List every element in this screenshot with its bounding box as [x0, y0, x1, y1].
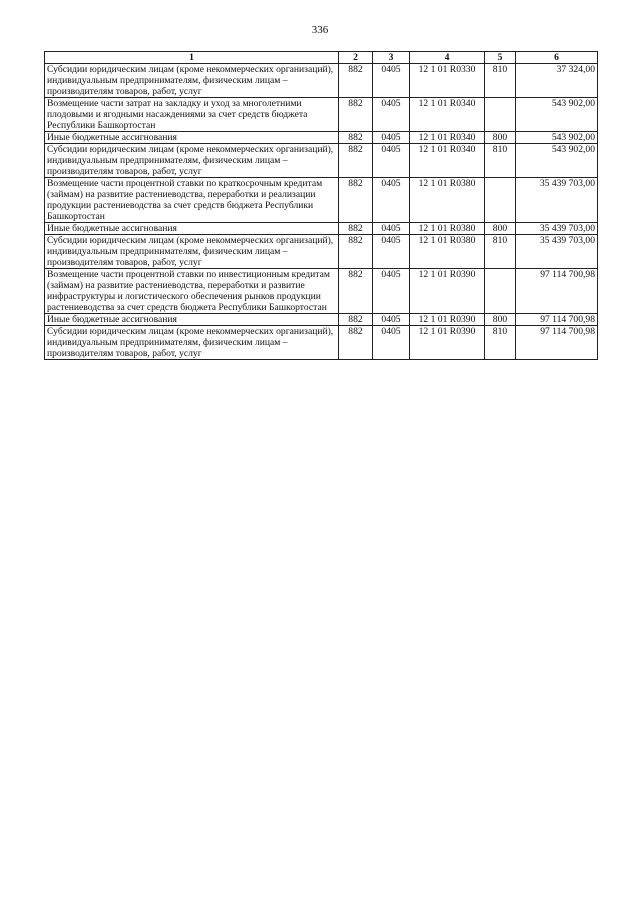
cell-type: 810 [485, 64, 516, 98]
cell-sum: 35 439 703,00 [516, 235, 598, 269]
cell-sum: 543 902,00 [516, 144, 598, 178]
cell-sum: 35 439 703,00 [516, 223, 598, 235]
cell-target: 12 1 01 R0390 [410, 314, 485, 326]
cell-type [485, 269, 516, 314]
table-row [45, 326, 598, 360]
table-row [45, 98, 598, 132]
cell-section: 0405 [373, 64, 410, 98]
cell-type: 800 [485, 314, 516, 326]
header-col-6: 6 [516, 52, 598, 64]
cell-section: 0405 [373, 314, 410, 326]
cell-section: 0405 [373, 223, 410, 235]
cell-admin: 882 [339, 326, 373, 360]
cell-admin: 882 [339, 269, 373, 314]
cell-name: Иные бюджетные ассигнования [45, 314, 339, 326]
cell-section: 0405 [373, 326, 410, 360]
cell-admin: 882 [339, 235, 373, 269]
header-row [45, 52, 598, 64]
header-col-5: 5 [485, 52, 516, 64]
header-col-3: 3 [373, 52, 410, 64]
cell-section: 0405 [373, 98, 410, 132]
cell-name: Субсидии юридическим лицам (кроме некоммерческих организаций), индивидуальным предпринимателям, физическим лицам – производителям товаров, работ, услуг [45, 235, 339, 269]
header-col-2: 2 [339, 52, 373, 64]
cell-name: Субсидии юридическим лицам (кроме некоммерческих организаций), индивидуальным предпринимателям, физическим лицам – производителям товаров, работ, услуг [45, 326, 339, 360]
cell-type: 800 [485, 223, 516, 235]
budget-table [44, 51, 598, 360]
cell-type: 810 [485, 235, 516, 269]
cell-section: 0405 [373, 235, 410, 269]
cell-sum: 37 324,00 [516, 64, 598, 98]
cell-name: Возмещение части процентной ставки по инвестиционным кредитам (займам) на развитие растениеводства, переработки и развитие инфраструктуры и логистического обеспечения рынков продукции растениеводства за счет средств бюджета Республики Башкортостан [45, 269, 339, 314]
cell-name: Возмещение части процентной ставки по краткосрочным кредитам (займам) на развитие растениеводства, переработки и реализации продукции растениеводства за счет средств бюджета Республики Башкортостан [45, 178, 339, 223]
cell-name: Возмещение части затрат на закладку и уход за многолетними плодовыми и ягодными насаждениями за счет средств бюджета Республики Башкортостан [45, 98, 339, 132]
cell-name: Субсидии юридическим лицам (кроме некоммерческих организаций), индивидуальным предпринимателям, физическим лицам – производителям товаров, работ, услуг [45, 64, 339, 98]
cell-target: 12 1 01 R0330 [410, 64, 485, 98]
cell-target: 12 1 01 R0380 [410, 223, 485, 235]
cell-section: 0405 [373, 132, 410, 144]
cell-target: 12 1 01 R0340 [410, 132, 485, 144]
cell-type: 800 [485, 132, 516, 144]
table-body [45, 64, 598, 360]
cell-sum: 35 439 703,00 [516, 178, 598, 223]
table-row [45, 223, 598, 235]
table-row [45, 64, 598, 98]
cell-sum: 543 902,00 [516, 132, 598, 144]
cell-type: 810 [485, 144, 516, 178]
cell-sum: 97 114 700,98 [516, 314, 598, 326]
table-row [45, 144, 598, 178]
cell-admin: 882 [339, 98, 373, 132]
cell-type [485, 178, 516, 223]
cell-section: 0405 [373, 144, 410, 178]
table-row [45, 314, 598, 326]
cell-target: 12 1 01 R0380 [410, 235, 485, 269]
cell-section: 0405 [373, 269, 410, 314]
table-row [45, 178, 598, 223]
cell-target: 12 1 01 R0390 [410, 326, 485, 360]
cell-target: 12 1 01 R0340 [410, 144, 485, 178]
table-row [45, 235, 598, 269]
cell-section: 0405 [373, 178, 410, 223]
cell-admin: 882 [339, 314, 373, 326]
cell-admin: 882 [339, 64, 373, 98]
cell-name: Иные бюджетные ассигнования [45, 223, 339, 235]
cell-admin: 882 [339, 132, 373, 144]
cell-name: Иные бюджетные ассигнования [45, 132, 339, 144]
cell-name: Субсидии юридическим лицам (кроме некоммерческих организаций), индивидуальным предпринимателям, физическим лицам – производителям товаров, работ, услуг [45, 144, 339, 178]
table-row [45, 132, 598, 144]
header-col-4: 4 [410, 52, 485, 64]
cell-target: 12 1 01 R0390 [410, 269, 485, 314]
cell-sum: 543 902,00 [516, 98, 598, 132]
cell-admin: 882 [339, 178, 373, 223]
cell-admin: 882 [339, 223, 373, 235]
cell-admin: 882 [339, 144, 373, 178]
cell-target: 12 1 01 R0380 [410, 178, 485, 223]
cell-sum: 97 114 700,98 [516, 269, 598, 314]
cell-target: 12 1 01 R0340 [410, 98, 485, 132]
table-row [45, 269, 598, 314]
cell-sum: 97 114 700,98 [516, 326, 598, 360]
header-col-1: 1 [45, 52, 339, 64]
cell-type [485, 98, 516, 132]
cell-type: 810 [485, 326, 516, 360]
page-number: 336 [311, 24, 329, 36]
